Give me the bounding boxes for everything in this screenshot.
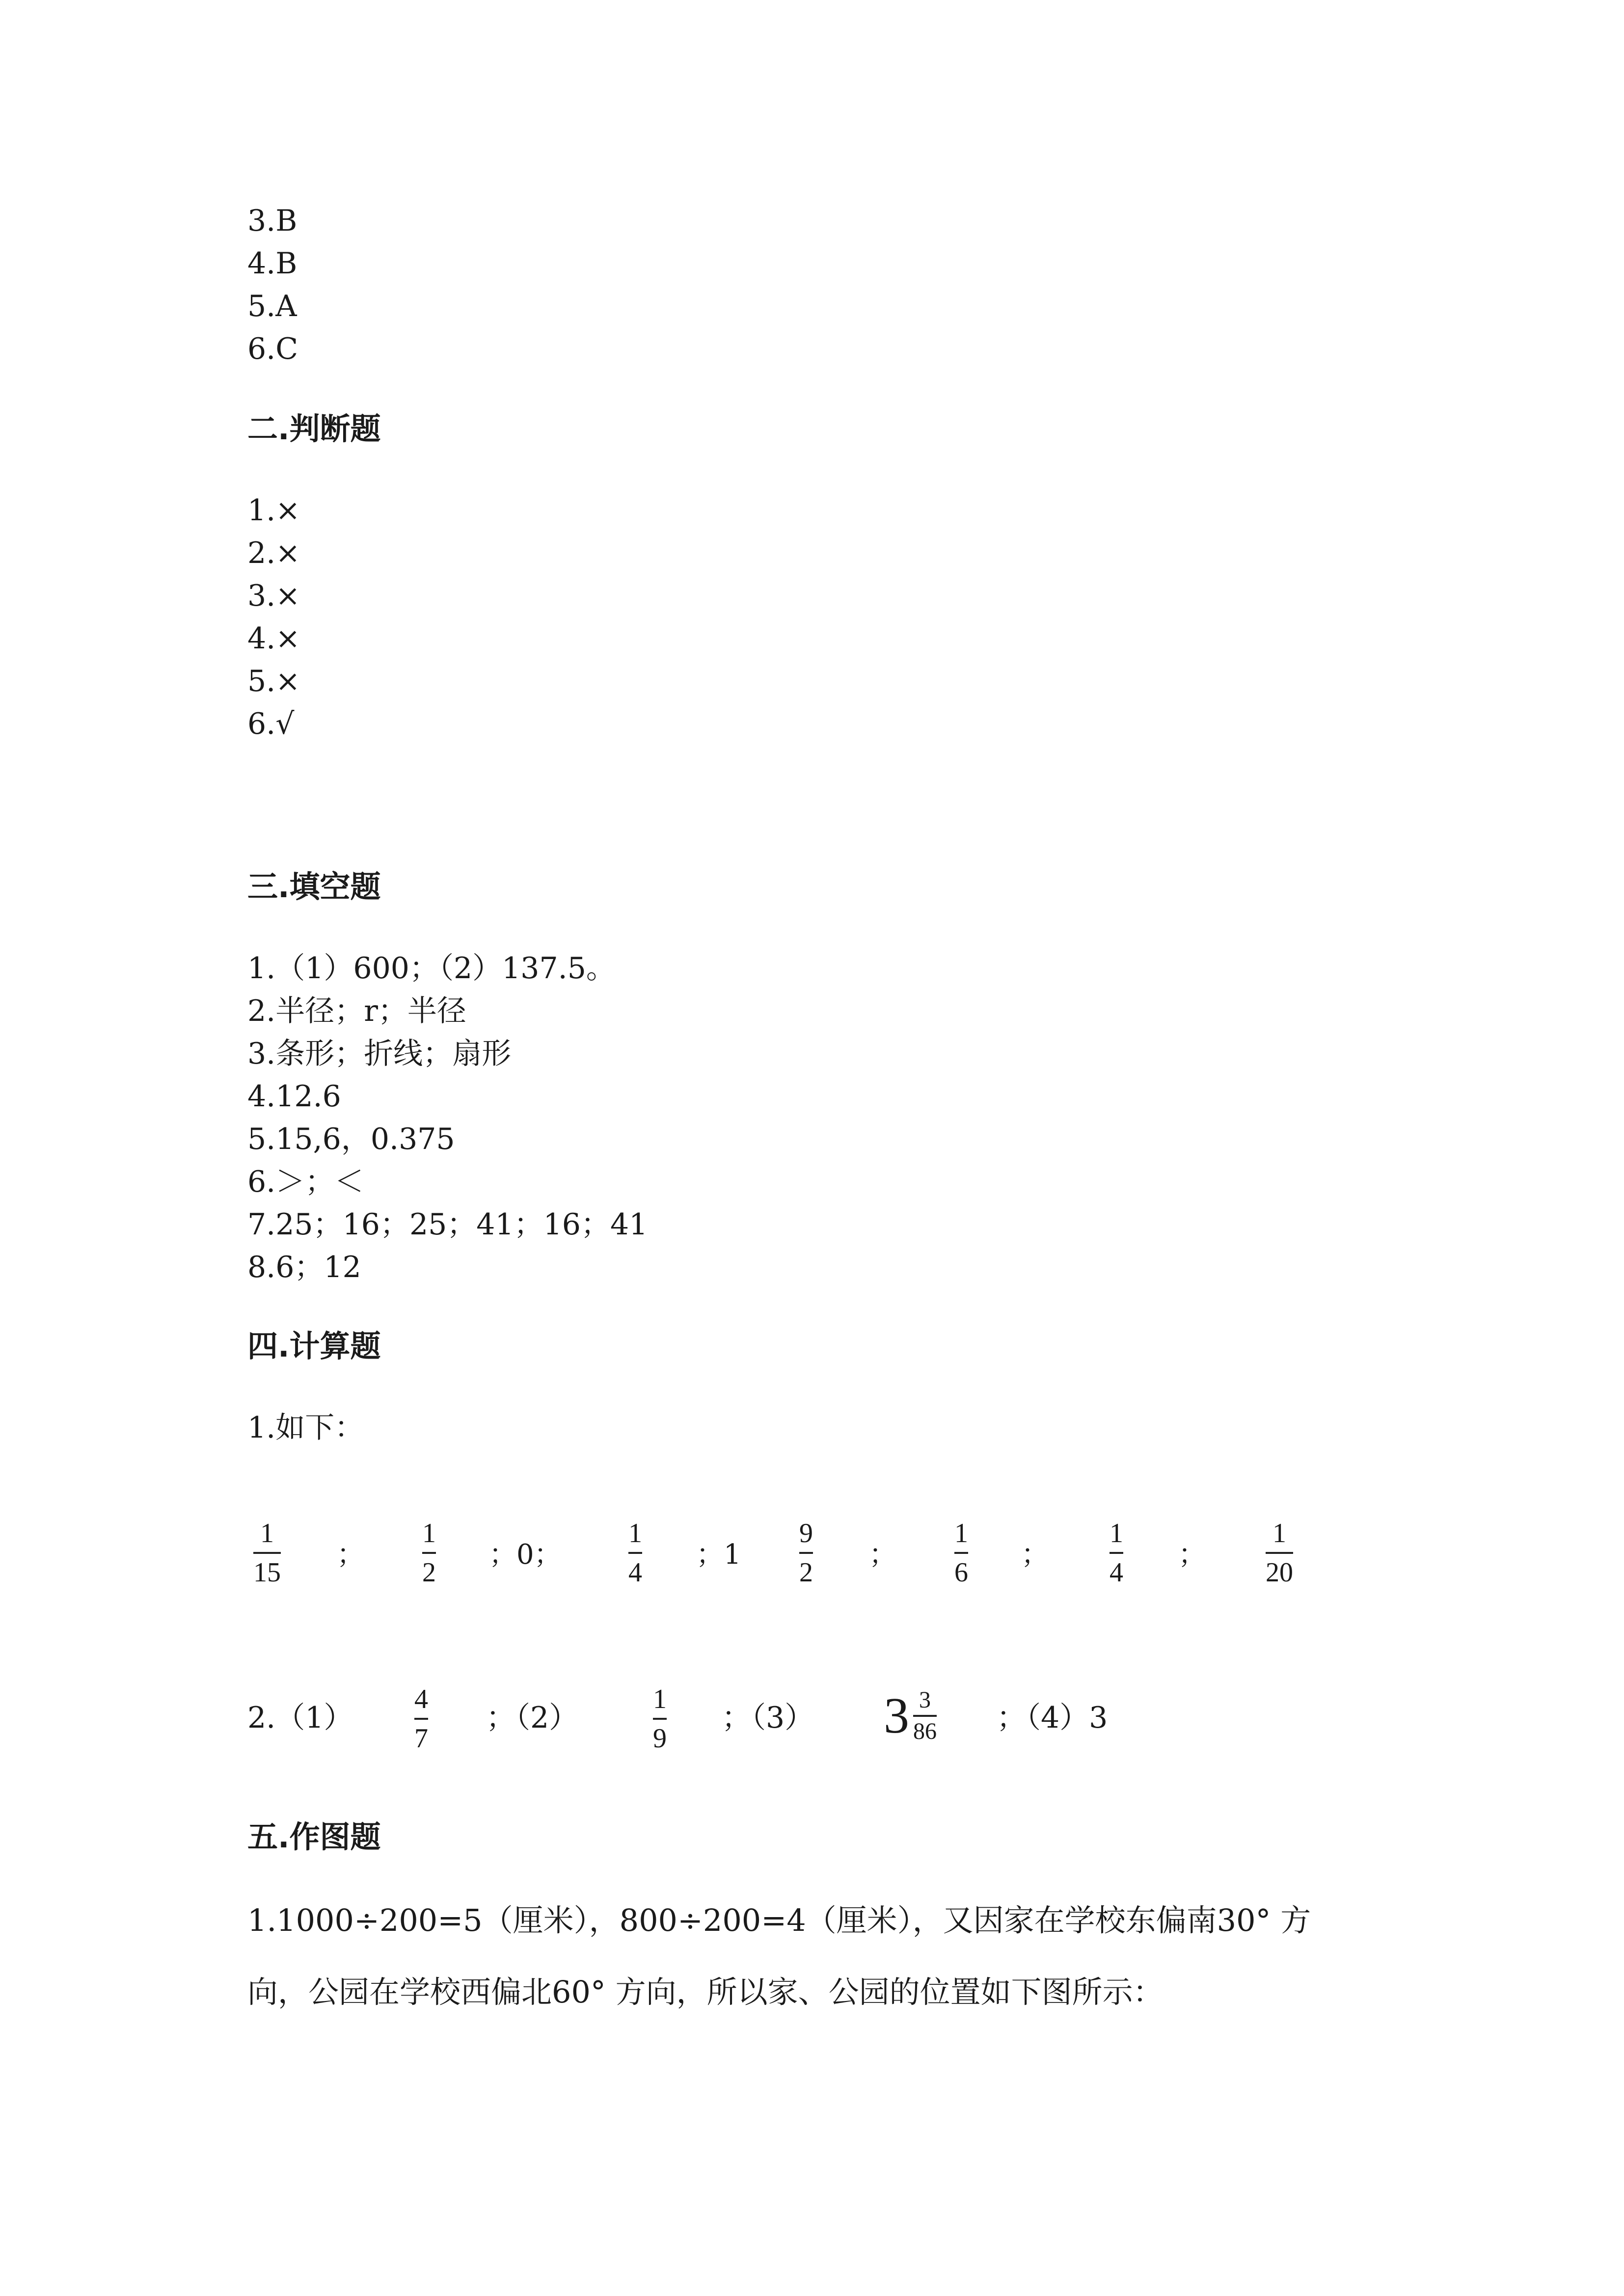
numerator: 1 bbox=[628, 1518, 642, 1548]
section-heading-drawing: 五.作图题 bbox=[247, 1819, 381, 1855]
calc-q2-label-2: ；（2） bbox=[486, 1701, 579, 1735]
judgement-answer-6: 6.√ bbox=[247, 707, 295, 741]
numerator: 1 bbox=[1272, 1518, 1286, 1548]
calc-q1-separator-3: ；1 bbox=[696, 1539, 741, 1571]
denominator: 86 bbox=[913, 1718, 937, 1744]
numerator: 1 bbox=[954, 1518, 968, 1548]
choice-answer-6: 6.C bbox=[247, 332, 298, 366]
calc-q1-fraction-5 bbox=[954, 1520, 968, 1586]
fill-answer-4: 4.12.6 bbox=[247, 1079, 341, 1114]
calc-q1-fraction-7 bbox=[1266, 1520, 1293, 1586]
fill-answer-1: 1.（1）600；（2）137.5。 bbox=[247, 951, 616, 986]
denominator: 6 bbox=[954, 1557, 968, 1588]
calc-q2-label-1: 2.（1） bbox=[247, 1701, 353, 1735]
numerator: 1 bbox=[422, 1518, 436, 1548]
drawing-answer-line-1: 1.1000÷200=5（厘米），800÷200=4（厘米），又因家在学校东偏南30° 方 bbox=[247, 1902, 1311, 1938]
numerator: 3 bbox=[919, 1687, 931, 1713]
denominator: 20 bbox=[1266, 1557, 1293, 1588]
calc-q1-separator-2: ；0； bbox=[489, 1539, 562, 1571]
calc-q1-fraction-3 bbox=[628, 1520, 642, 1586]
choice-answer-3: 3.B bbox=[247, 204, 298, 238]
calc-q1-fraction-1 bbox=[253, 1520, 281, 1586]
denominator: 7 bbox=[414, 1723, 428, 1754]
judgement-answer-3: 3.× bbox=[247, 579, 300, 613]
numerator: 9 bbox=[799, 1518, 813, 1548]
calc-q1-fraction-6 bbox=[1110, 1520, 1123, 1586]
judgement-answer-1: 1.× bbox=[247, 493, 300, 528]
denominator: 4 bbox=[1110, 1557, 1123, 1588]
calc-q1-separator-5: ； bbox=[1021, 1539, 1049, 1571]
calc-q1-separator-6: ； bbox=[1178, 1539, 1206, 1571]
calc-q2-label-4: ；（4）3 bbox=[997, 1701, 1108, 1735]
mixed-whole: 3 bbox=[884, 1687, 909, 1744]
judgement-answer-2: 2.× bbox=[247, 536, 300, 570]
judgement-answer-5: 5.× bbox=[247, 664, 300, 698]
calc-q2-fraction-1 bbox=[414, 1685, 428, 1752]
choice-answer-5: 5.A bbox=[247, 289, 297, 323]
calc-q1-separator-1: ； bbox=[337, 1539, 364, 1571]
calc-q2-fraction-2 bbox=[653, 1685, 667, 1752]
calc-q2-label-3: ；（3） bbox=[722, 1701, 814, 1735]
section-heading-fill-blank: 三.填空题 bbox=[247, 869, 381, 905]
numerator: 1 bbox=[1110, 1518, 1123, 1548]
judgement-answer-4: 4.× bbox=[247, 621, 300, 656]
section-heading-calculation: 四.计算题 bbox=[247, 1328, 381, 1364]
numerator: 4 bbox=[414, 1684, 428, 1714]
denominator: 4 bbox=[628, 1557, 642, 1588]
section-heading-judgement: 二.判断题 bbox=[247, 411, 381, 447]
fill-answer-2: 2.半径；r；半径 bbox=[247, 994, 466, 1028]
numerator: 1 bbox=[260, 1518, 274, 1548]
calc-q1-label: 1.如下： bbox=[247, 1411, 364, 1445]
calc-q1-fraction-4 bbox=[799, 1520, 813, 1586]
calc-q2-mixed-number bbox=[884, 1688, 937, 1743]
denominator: 2 bbox=[799, 1557, 813, 1588]
denominator: 15 bbox=[253, 1557, 281, 1588]
denominator: 2 bbox=[422, 1557, 436, 1588]
calc-q1-separator-4: ； bbox=[869, 1539, 896, 1571]
numerator: 1 bbox=[653, 1684, 667, 1714]
fill-answer-3: 3.条形；折线；扇形 bbox=[247, 1037, 512, 1071]
fill-answer-8: 8.6；12 bbox=[247, 1250, 361, 1284]
fill-answer-5: 5.15,6，0.375 bbox=[247, 1122, 455, 1156]
drawing-answer-line-2: 向，公园在学校西偏北60° 方向，所以家、公园的位置如下图所示： bbox=[247, 1974, 1164, 2010]
denominator: 9 bbox=[653, 1723, 667, 1754]
fill-answer-7: 7.25；16；25；41；16；41 bbox=[247, 1207, 648, 1242]
calc-q1-fraction-2 bbox=[422, 1520, 436, 1586]
fill-answer-6: 6.＞；＜ bbox=[247, 1165, 364, 1199]
choice-answer-4: 4.B bbox=[247, 246, 298, 281]
